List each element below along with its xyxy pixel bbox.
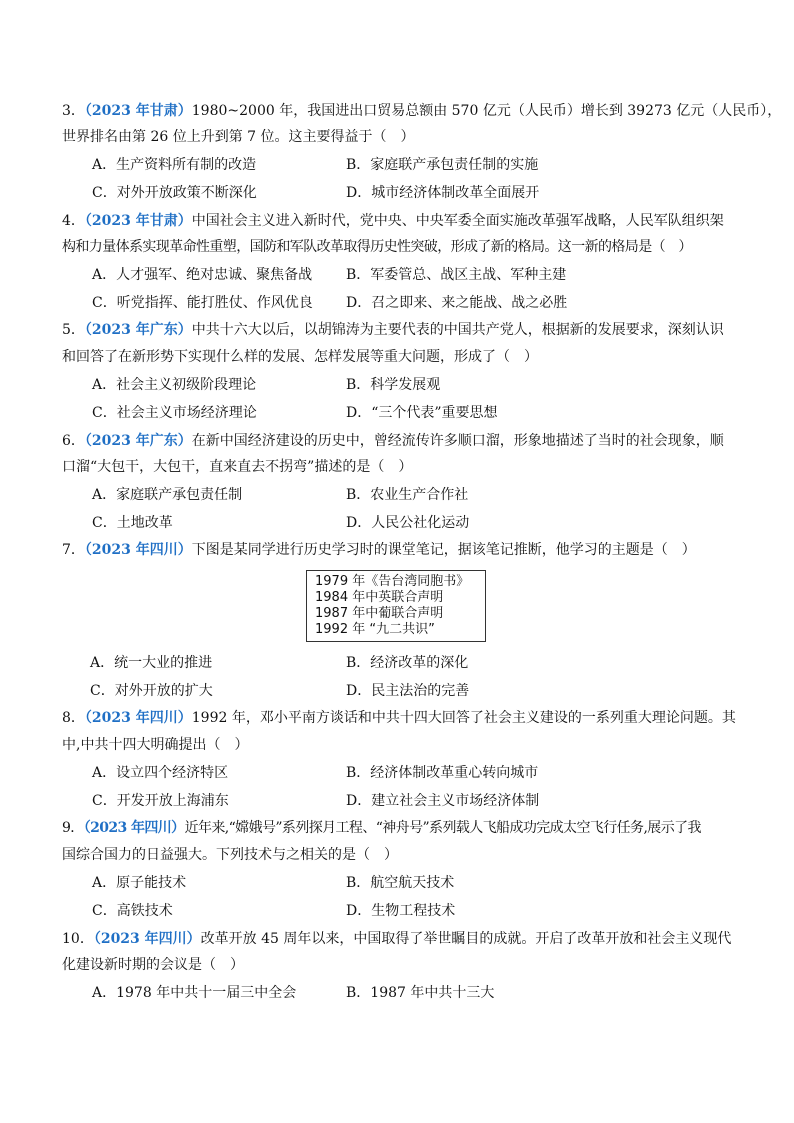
option-b[interactable]: B．科学发展观 [346,377,441,393]
question-source: （2023 年四川） [84,710,192,726]
option-c[interactable]: C．土地改革 [92,515,173,531]
option-a[interactable]: A．人才强军、绝对忠诚、聚焦备战 [92,267,313,283]
option-b[interactable]: B．航空航天技术 [346,875,455,891]
question-4-line-2: 构和力量体系实现革命性重塑，国防和军队改革取得历史性突破，形成了新的格局。这一新的格局是（ ） [62,239,692,255]
option-a[interactable]: A．原子能技术 [92,875,187,891]
option-d[interactable]: D．城市经济体制改革全面展开 [346,185,540,201]
question-3-line-1: 3．（2023 年甘肃）1980~2000 年，我国进出口贸易总额由 570 亿元（人民币）增长到 39273 亿元（人民币）， [62,103,782,119]
notes-line: 1992 年 “九二共识” [315,622,435,637]
option-a[interactable]: A．社会主义初级阶段理论 [92,377,257,393]
option-b[interactable]: B．经济改革的深化 [346,655,469,671]
question-source: （2023 年广东） [84,322,192,338]
option-c[interactable]: C．高铁技术 [92,903,173,919]
option-a[interactable]: A．生产资料所有制的改造 [92,157,257,173]
notes-line: 1984 年中英联合声明 [315,590,444,605]
question-9-line-1: 9．（2023 年四川）近年来,“嫦娥号”系列探月工程、“神舟号”系列载人飞船成功完成太空飞行任务,展示了我 [62,820,701,836]
question-8-line-1: 8．（2023 年四川）1992 年，邓小平南方谈话和中共十四大回答了社会主义建设的一系列重大理论问题。其 [62,710,736,726]
option-b[interactable]: B．经济体制改革重心转向城市 [346,765,539,781]
option-a[interactable]: A．统一大业的推进 [90,655,213,671]
question-source: （2023 年广东） [84,433,192,449]
question-source: （2023 年四川） [83,820,185,836]
option-a[interactable]: A．设立四个经济特区 [92,765,229,781]
question-8-line-2: 中,中共十四大明确提出（ ） [62,737,249,753]
option-c[interactable]: C．对外开放政策不断深化 [92,185,257,201]
question-6-line-1: 6．（2023 年广东）在新中国经济建设的历史中，曾经流传许多顺口溜，形象地描述了当时的社会现象，顺 [62,433,724,449]
option-b[interactable]: B．家庭联产承包责任制的实施 [346,157,539,173]
option-c[interactable]: C．听党指挥、能打胜仗、作风优良 [92,295,313,311]
notes-line: 1987 年中葡联合声明 [315,606,444,621]
question-source: （2023 年四川） [84,542,192,558]
notes-line: 1979 年《告台湾同胞书》 [315,574,470,589]
question-5-line-1: 5．（2023 年广东）中共十六大以后，以胡锦涛为主要代表的中国共产党人，根据新的发展要求，深刻认识 [62,322,724,338]
option-d[interactable]: D．民主法治的完善 [346,683,470,699]
question-7-line-1: 7．（2023 年四川）下图是某同学进行历史学习时的课堂笔记，据该笔记推断，他学习的主题是（ ） [62,542,696,558]
option-d[interactable]: D．建立社会主义市场经济体制 [346,793,540,809]
question-4-line-1: 4．（2023 年甘肃）中国社会主义进入新时代，党中央、中央军委全面实施改革强军战略，人民军队组织架 [62,213,724,229]
question-source: （2023 年甘肃） [84,103,192,119]
option-a[interactable]: A．1978 年中共十一届三中全会 [92,985,297,1001]
question-9-line-2: 国综合国力的日益强大。下列技术与之相关的是（ ） [62,847,398,863]
class-notes-box [306,570,486,642]
question-10-line-1: 10．（2023 年四川）改革开放 45 周年以来，中国取得了举世瞩目的成就。开启了改革开放和社会主义现代 [62,931,732,947]
question-source: （2023 年四川） [93,931,201,947]
question-5-line-2: 和回答了在新形势下实现什么样的发展、怎样发展等重大问题，形成了（ ） [62,349,538,365]
option-b[interactable]: B．军委管总、战区主战、军种主建 [346,267,567,283]
question-6-line-2: 口溜“大包干，大包干，直来直去不拐弯”描述的是（ ） [62,459,413,475]
option-d[interactable]: D．生物工程技术 [346,903,456,919]
option-d[interactable]: D．“三个代表”重要思想 [346,405,498,421]
option-c[interactable]: C．对外开放的扩大 [90,683,213,699]
question-3-line-2: 世界排名由第 26 位上升到第 7 位。这主要得益于（ ） [62,129,415,145]
option-b[interactable]: B．1987 年中共十三大 [346,985,495,1001]
option-d[interactable]: D．人民公社化运动 [346,515,470,531]
option-a[interactable]: A．家庭联产承包责任制 [92,487,243,503]
option-c[interactable]: C．社会主义市场经济理论 [92,405,257,421]
question-source: （2023 年甘肃） [84,213,192,229]
option-b[interactable]: B．农业生产合作社 [346,487,469,503]
question-10-line-2: 化建设新时期的会议是（ ） [62,957,244,973]
option-c[interactable]: C．开发开放上海浦东 [92,793,229,809]
option-d[interactable]: D．召之即来、来之能战、战之必胜 [346,295,568,311]
